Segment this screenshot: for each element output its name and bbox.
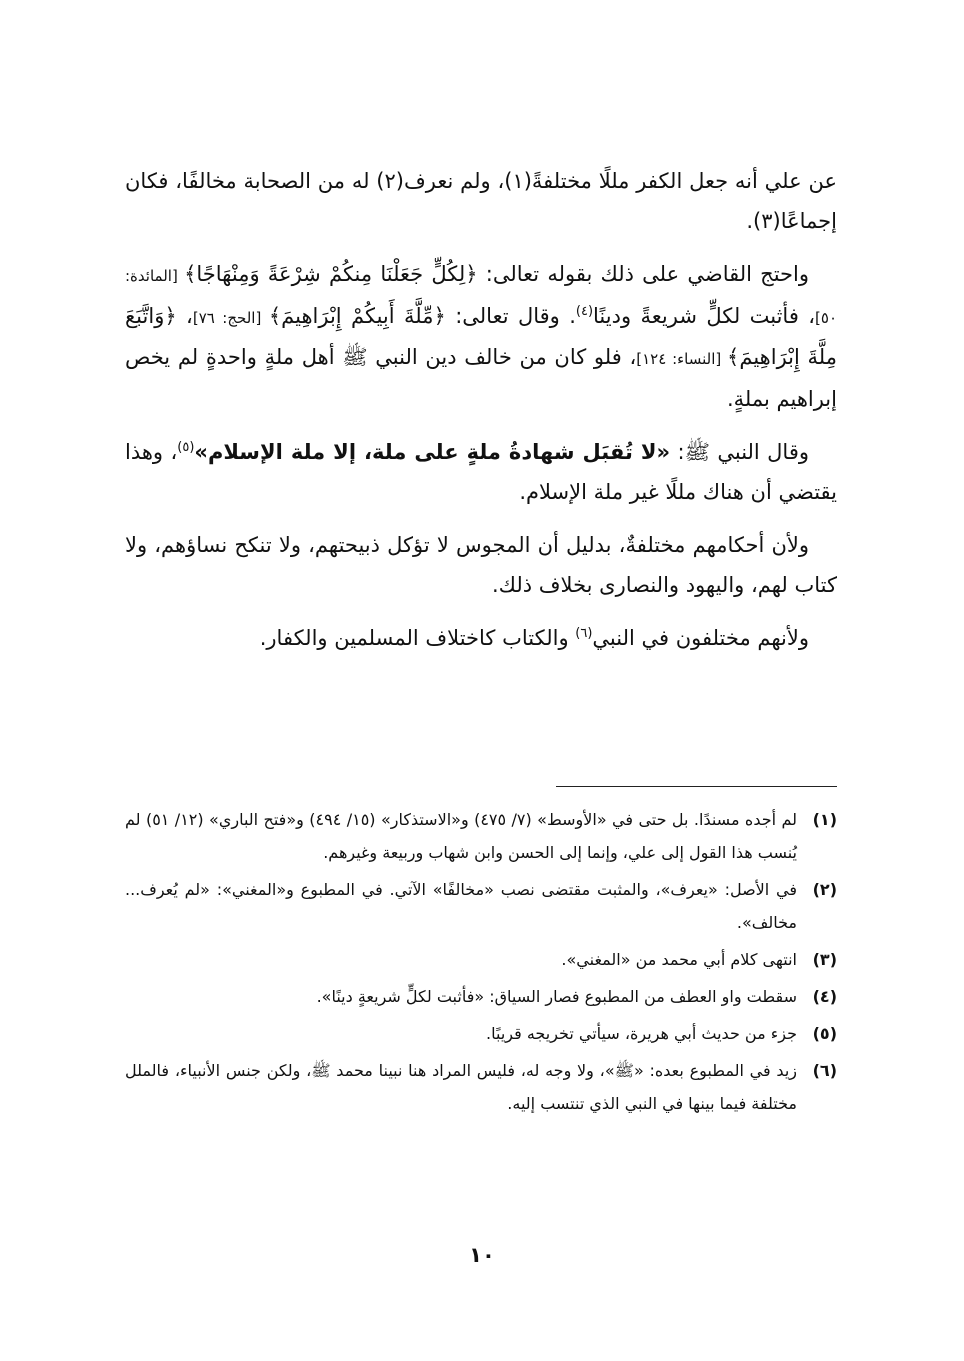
footnote — [125, 1017, 837, 1050]
footnotes — [125, 803, 837, 1124]
footnote-marker-6: (٦) — [575, 626, 593, 641]
footnote-number: (٤) — [812, 987, 837, 1006]
footnote-text: في الأصل: «يعرف»، والمثبت مقتضى نصب «مخالفًا» الآتي. في المطبوع و«المغني»: «لم يُعرف... مخالف». — [125, 880, 797, 932]
footnote-number: (٣) — [812, 950, 837, 969]
paragraph-3-intro: وقال النبي ﷺ: — [670, 440, 810, 464]
footnote-text: زيد في المطبوع بعده: «ﷺ»، ولا وجه له، فليس المراد هنا نبينا محمد ﷺ، ولكن جنس الأنبياء، فالملل مختلفة فيما بينها في النبي الذي تنتسب إليه. — [125, 1061, 797, 1113]
footnote — [125, 980, 837, 1013]
footnote-divider — [556, 786, 837, 787]
paragraph-4: ولأن أحكامهم مختلفةٌ، بدليل أن المجوس لا تؤكل ذبيحتهم، ولا تنكح نساؤهم، ولا كتاب لهم، واليهود والنصارى بخلاف ذلك. — [125, 533, 837, 597]
footnote-number: (٥) — [812, 1024, 837, 1043]
footnote-number: (٦) — [812, 1061, 837, 1080]
footnote-number: (٢) — [812, 880, 837, 899]
footnote-text: لم أجده مسندًا. بل حتى في «الأوسط» (٧/ ٤٧٥) و«الاستذكار» (١٥/ ٤٩٤) و«فتح الباري» (١٢/ ٥١) لم يُنسب هذا القول إلى علي، وإنما إلى الحسن وابن شهاب وربيعة وغيرهم. — [125, 810, 797, 862]
footnote-text: سقطت واو العطف من المطبوع فصار السياق: «فأثبت لكلٍّ شريعةٍ دينًا». — [316, 987, 797, 1006]
verse-reference-1: [المائدة: ٥٠] — [125, 267, 838, 327]
paragraph-2-text-d: ، — [176, 303, 193, 328]
paragraph-5-text-a: ولأنهم مختلفون في النبي — [592, 626, 809, 650]
footnote-marker-5: (٥) — [177, 440, 195, 455]
footnote-text: انتهى كلام أبي محمد من «المغني». — [561, 950, 797, 969]
page-number: ١٠ — [469, 1243, 495, 1267]
quran-verse-3: ﴿وَاتَّبَعَ مِلَّةَ إِبْرَاهِيمَ﴾ — [125, 303, 837, 369]
verse-reference-2: [الحج: ٧٦] — [192, 308, 269, 327]
main-text — [125, 162, 837, 673]
paragraph-2-intro: واحتج القاضي على ذلك بقوله تعالى: — [477, 262, 810, 286]
footnote — [125, 873, 837, 939]
footnote-marker-4: (٤) — [575, 303, 594, 319]
hadith-quote: «لا تُقبَل شهادةُ ملةٍ على ملة، إلا ملة الإسلام» — [194, 440, 671, 464]
quran-verse-1: ﴿لِكُلٍّ جَعَلْنَا مِنكُمْ شِرْعَةً وَمِنْهَاجًا﴾ — [184, 262, 478, 286]
footnote — [125, 803, 837, 869]
footnote — [125, 1054, 837, 1120]
paragraph-3-text-b: ، وهذا يقتضي أن هناك مللًا غير ملة الإسلام. — [125, 440, 837, 504]
verse-reference-3: [النساء: ١٢٤] — [636, 350, 728, 368]
paragraph-1: عن علي أنه جعل الكفر مللًا مختلفةً(١)، ولم نعرف(٢) له من الصحابة مخالفًا، فكان إجماعًا(٣). — [125, 169, 837, 233]
paragraph-2 — [125, 255, 837, 419]
paragraph-2-text-e: ، فلو كان من خالف دين النبي ﷺ أهل ملةٍ واحدةٍ لم يخص إبراهيم بملةٍ. — [125, 345, 837, 411]
paragraph-2-text-b: ، فأثبت لكلٍّ شريعةً ودينًا — [593, 303, 816, 328]
paragraph-2-text-c: . وقال تعالى: — [445, 303, 576, 328]
footnote — [125, 943, 837, 976]
quran-verse-2: ﴿مِّلَّةَ أَبِيكُمْ إِبْرَاهِيمَ﴾ — [268, 303, 446, 328]
footnote-text: جزء من حديث أبي هريرة، سيأتي تخريجه قريبًا. — [486, 1024, 797, 1043]
paragraph-3 — [125, 433, 837, 512]
paragraph-5-text-b: والكتاب كاختلاف المسلمين والكفار. — [259, 626, 576, 650]
paragraph-5 — [125, 619, 837, 659]
footnote-number: (١) — [812, 810, 837, 829]
